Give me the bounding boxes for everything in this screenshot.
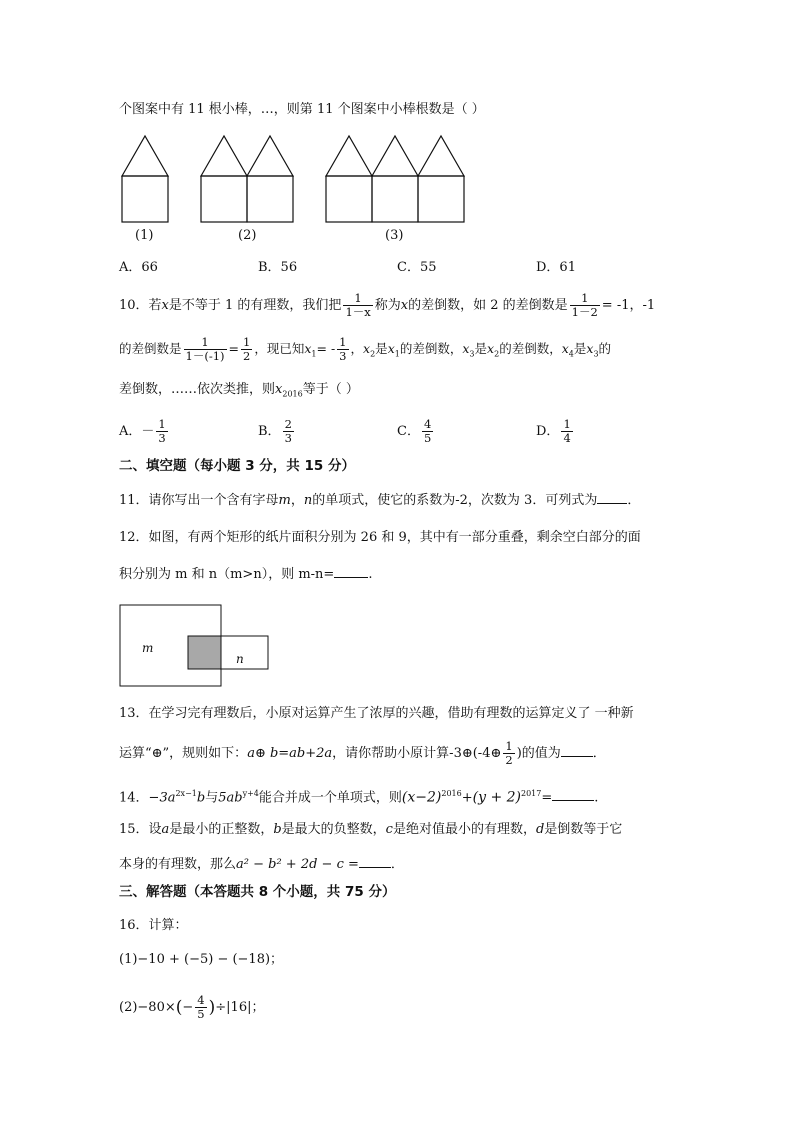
var-x: x — [304, 341, 312, 356]
q14-text: 14． — [119, 790, 149, 806]
q10-text: 的 — [598, 341, 612, 356]
var-x: x — [363, 341, 371, 356]
q10-text: 是 — [573, 341, 587, 356]
fraction — [241, 336, 252, 363]
var-x: x — [586, 341, 594, 356]
fraction — [195, 994, 206, 1021]
q12-line1: 12．如图，有两个矩形的纸片面积分别为 26 和 9，其中有一部分重叠，剩余空白部分的面 — [119, 530, 641, 545]
paren-right: ) — [208, 997, 216, 1018]
fraction — [570, 292, 600, 319]
fraction — [503, 740, 514, 767]
house-2a-roof — [201, 136, 247, 176]
frac-num: 4 — [197, 993, 205, 1007]
subscript: 2016 — [282, 389, 303, 399]
q16-text: − — [182, 1000, 194, 1015]
superscript: y+4 — [242, 789, 259, 798]
subscript: 3 — [469, 349, 475, 359]
answer-blank[interactable] — [597, 490, 627, 504]
q10-text: 的差倒数是 — [119, 341, 182, 356]
option-label: C． — [397, 424, 420, 439]
q9-option-a: A．66 — [119, 260, 158, 275]
q14-term: −3a — [148, 790, 176, 806]
fraction — [343, 292, 372, 319]
frac-den: 1－(-1) — [185, 349, 225, 363]
q9-option-d: D．61 — [536, 260, 576, 275]
q10-text: 差倒数，……依次类推，则 — [119, 382, 276, 397]
subscript: 4 — [568, 349, 574, 359]
frac-den: 3 — [339, 349, 347, 363]
fraction — [283, 418, 294, 445]
q9-option-c: C．55 — [397, 260, 437, 275]
q12-text: . — [368, 567, 373, 582]
q14-expression: (x−2) — [401, 789, 442, 806]
fig-label-1: (1) — [135, 228, 154, 243]
house-2b-roof — [247, 136, 293, 176]
superscript: 2017 — [521, 789, 542, 798]
frac-den: 1－2 — [571, 305, 598, 319]
fraction — [422, 418, 433, 445]
house-1-body — [122, 176, 168, 222]
q13-text: ． — [592, 746, 606, 761]
q16-text: (2)−80× — [119, 1000, 176, 1015]
subscript: 3 — [593, 349, 599, 359]
q10-text: 是 — [474, 341, 488, 356]
q10-option-a — [119, 418, 170, 445]
q15-text: 15．设 — [119, 822, 162, 837]
q12-line2 — [119, 564, 372, 585]
q15-text: 是倒数等于它 — [544, 822, 623, 837]
fraction — [337, 336, 348, 363]
option-label: D． — [536, 424, 560, 439]
answer-blank[interactable] — [552, 787, 594, 801]
q14-term: 5ab — [218, 790, 243, 806]
q13-text: 运算“⊕”，规则如下： — [119, 746, 248, 761]
fraction — [156, 418, 167, 445]
subscript: 1 — [311, 349, 317, 359]
frac-den: 5 — [423, 431, 432, 445]
q10-text: ， — [350, 341, 364, 356]
q9-stem: 个图案中有 11 根小棒，…，则第 11 个图案中小棒根数是（ ） — [119, 102, 485, 117]
q11-text: ， — [290, 493, 304, 508]
q13-rule: a⊕ b=ab+2a — [247, 746, 333, 761]
var-x: x — [462, 341, 470, 356]
label-n: n — [236, 652, 244, 666]
frac-num: 1 — [184, 336, 227, 350]
q11-text: 11．请你写出一个含有字母 — [119, 493, 279, 508]
house-3b-roof — [372, 136, 418, 176]
frac-den: 5 — [197, 1007, 205, 1021]
q15-line2 — [119, 854, 404, 875]
frac-num: 1 — [570, 292, 600, 306]
q11-text: ． — [627, 493, 641, 508]
q10-text: 称为 — [374, 298, 401, 313]
q16-part1: (1)−10 + (−5) − (−18)； — [119, 952, 284, 967]
var-x: x — [387, 341, 395, 356]
var-x: x — [561, 341, 569, 356]
frac-den: 3 — [284, 431, 292, 445]
q10-text: 的差倒数， — [399, 341, 463, 356]
q11-text: 的单项式，使它的系数为-2，次数为 3．可列式为 — [312, 493, 598, 508]
var-a: a — [161, 822, 170, 837]
house-3c-body — [418, 176, 464, 222]
q13-text: ，请你帮助小原计算-3⊕(-4⊕ — [332, 746, 502, 761]
var-n: n — [303, 493, 313, 508]
q15-line1 — [119, 820, 622, 840]
q10-text: 的差倒数，如 2 的差倒数是 — [408, 298, 568, 313]
house-3c-roof — [418, 136, 464, 176]
q15-text: 是绝对值最小的有理数， — [392, 822, 536, 837]
q14-text: = — [541, 790, 553, 806]
answer-blank[interactable] — [334, 564, 368, 578]
var-b: b — [273, 822, 282, 837]
q15-text: 是最大的负整数， — [281, 822, 386, 837]
q10-option-c — [397, 418, 435, 445]
var-x: x — [161, 298, 169, 313]
answer-blank[interactable] — [359, 854, 391, 868]
section-2-heading: 二、填空题（每小题 3 分，共 15 分） — [119, 458, 355, 474]
q16-text: ； — [251, 1000, 265, 1015]
var-x: x — [275, 382, 283, 397]
house-3a-roof — [326, 136, 372, 176]
frac-den: 1－x — [345, 305, 371, 319]
q13-line2 — [119, 740, 606, 767]
q12-text: 积分别为 m 和 n（m>n），则 m-n= — [119, 567, 335, 582]
fraction — [561, 418, 572, 445]
option-label: A．－ — [119, 424, 155, 439]
q15-text: 是最小的正整数， — [169, 822, 274, 837]
frac-den: 2 — [505, 753, 513, 767]
overlap-region — [188, 636, 221, 669]
house-3a-body — [326, 176, 372, 222]
answer-blank[interactable] — [561, 743, 593, 757]
q14-term: b — [196, 790, 206, 806]
q14-text: . — [594, 790, 599, 806]
subscript: 2 — [370, 349, 376, 359]
fig-label-3: (3) — [385, 228, 404, 243]
q10-text: = — [228, 341, 239, 356]
q16-abs: |16| — [226, 1000, 252, 1015]
frac-num: 1 — [158, 417, 166, 431]
label-m: m — [142, 641, 154, 655]
q10-option-b — [258, 418, 296, 445]
frac-den: 2 — [243, 349, 251, 363]
q10-text: 是 — [375, 341, 388, 356]
subscript: 1 — [394, 349, 400, 359]
section-3-heading: 三、解答题（本答题共 8 个小题，共 75 分） — [119, 884, 396, 900]
q10-text: 等于（ ） — [302, 382, 359, 397]
q10-line3 — [119, 380, 359, 405]
q15-text: ． — [390, 857, 404, 872]
q16-text: ÷ — [215, 1000, 227, 1015]
house-1-roof — [122, 136, 168, 176]
var-x: x — [400, 298, 409, 313]
frac-num: 1 — [505, 739, 513, 753]
q13-line1: 13．在学习完有理数后，小原对运算产生了浓厚的兴趣，借助有理数的运算定义了 一种新 — [119, 706, 634, 721]
frac-num: 1 — [563, 417, 571, 431]
q9-figure — [110, 132, 470, 242]
frac-num: 2 — [284, 417, 292, 431]
q10-text: 10．若 — [119, 298, 162, 313]
fraction — [184, 336, 227, 363]
house-3b-body — [372, 176, 418, 222]
paren-left: ( — [175, 997, 183, 1018]
frac-num: 1 — [339, 335, 347, 349]
house-2b-body — [247, 176, 293, 222]
q10-text: 的差倒数， — [499, 341, 562, 356]
q10-text: = - — [316, 341, 336, 356]
q10-text: = -1，-1 — [601, 298, 656, 313]
superscript: 2016 — [441, 789, 462, 798]
q15-expression: a² − b² + 2d − c = — [236, 857, 359, 872]
subscript: 2 — [494, 349, 500, 359]
q15-text: 本身的有理数，那么 — [119, 857, 237, 872]
q9-option-b: B．56 — [258, 260, 298, 275]
q16-part2 — [119, 994, 265, 1021]
house-2a-body — [201, 176, 247, 222]
var-c: c — [385, 822, 393, 837]
frac-den: 4 — [563, 431, 571, 445]
q10-text: 是不等于 1 的有理数，我们把 — [168, 298, 342, 313]
q11-line — [119, 490, 640, 511]
frac-num: 1 — [343, 292, 372, 306]
q16-title: 16．计算： — [119, 918, 188, 933]
frac-num: 1 — [243, 335, 251, 349]
q10-line2 — [119, 336, 611, 365]
q10-line1 — [119, 292, 655, 319]
superscript: 2x−1 — [175, 789, 197, 798]
q14-text: + — [461, 790, 473, 806]
var-m: m — [278, 493, 291, 508]
var-x: x — [487, 341, 495, 356]
q14-text: 与 — [205, 790, 219, 806]
var-d: d — [535, 822, 545, 837]
fig-label-2: (2) — [238, 228, 257, 243]
q14-expression: (y + 2) — [472, 789, 521, 806]
q14-text: 能合并成一个单项式，则 — [258, 790, 402, 806]
frac-num: 4 — [423, 417, 432, 431]
frac-den: 3 — [158, 431, 166, 445]
q10-option-d — [536, 418, 575, 445]
q10-text: ，现已知 — [254, 341, 305, 356]
q13-text: )的值为 — [516, 746, 561, 761]
option-label: B． — [258, 424, 281, 439]
q14-line — [119, 784, 598, 808]
